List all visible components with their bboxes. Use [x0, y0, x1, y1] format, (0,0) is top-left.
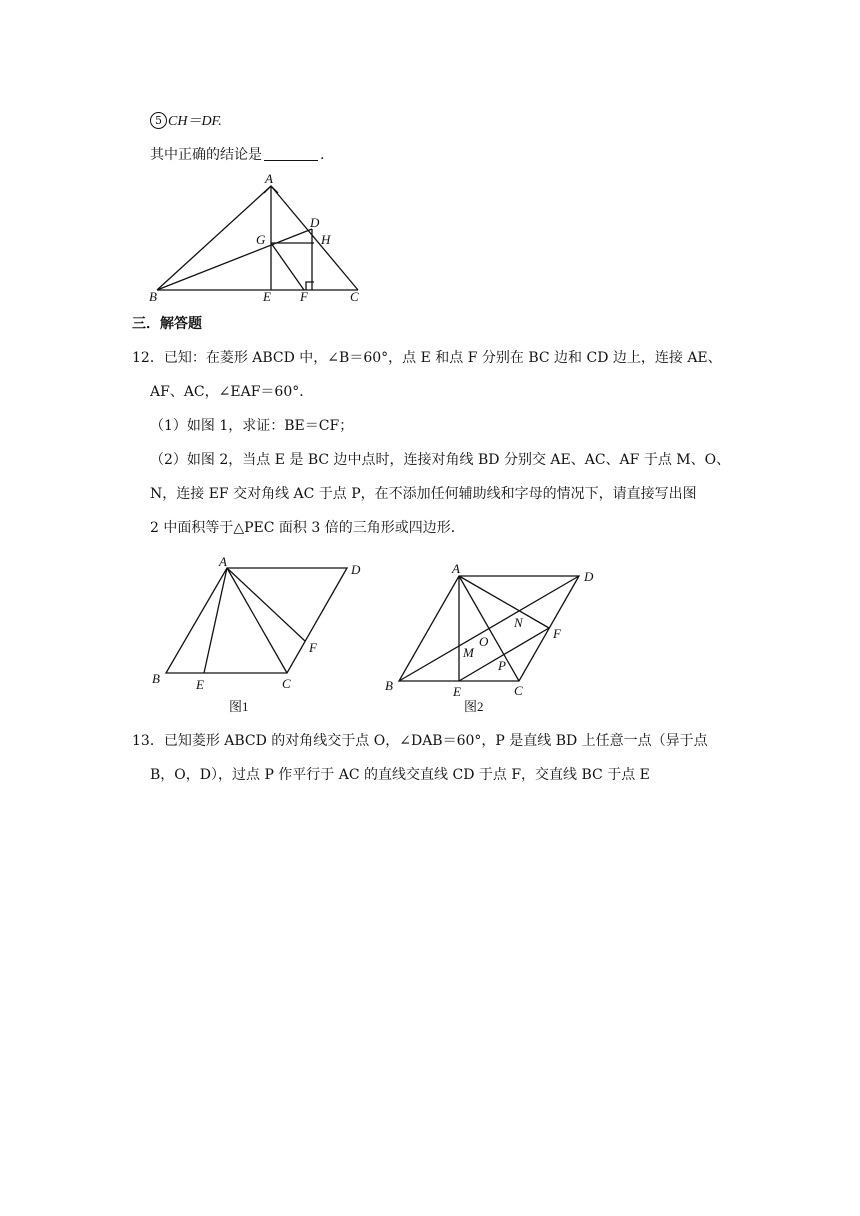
label-b: B — [149, 289, 157, 304]
fig1-label-c: C — [282, 676, 291, 691]
q12-part2-line1: （2）如图 2，当点 E 是 BC 边中点时，连接对角线 BD 分别交 AE、AC、AF 于点 M、O、 — [150, 452, 731, 468]
segment-ac — [271, 186, 358, 290]
segment-af-1 — [227, 568, 305, 641]
fig1-label-a: A — [219, 554, 227, 569]
fig1-label-d: D — [351, 562, 361, 577]
segment-bd-2 — [399, 576, 579, 681]
q12-part1: （1）如图 1，求证：BE＝CF； — [150, 418, 354, 434]
fig2-label-b: B — [385, 678, 393, 693]
right-angle-mark-f — [306, 282, 314, 290]
segment-bd — [157, 229, 312, 290]
right-angle-mark-a — [264, 186, 278, 193]
segment-ac-1 — [227, 568, 287, 673]
fig2-caption: 图2 — [464, 699, 484, 714]
item-number-5: 5 — [150, 112, 167, 129]
q12-line2: AF、AC，∠EAF＝60°． — [150, 384, 314, 400]
fig2-label-e: E — [453, 684, 461, 699]
fig2-label-c: C — [514, 683, 523, 698]
q11-item5-text: CH＝DF. — [168, 114, 222, 129]
q11-item5 — [150, 111, 222, 132]
fig1-caption: 图1 — [229, 699, 249, 714]
segment-gf — [271, 243, 304, 290]
q11-prompt-period: . — [320, 147, 325, 163]
segment-ac-2 — [459, 576, 519, 681]
segment-ae-1 — [204, 568, 227, 673]
fig1-label-b: B — [152, 671, 160, 686]
label-a: A — [265, 171, 273, 186]
fig2-label-d: D — [584, 569, 594, 584]
fig2-label-f: F — [553, 626, 561, 641]
segment-af-2 — [459, 576, 549, 628]
q12-part2-line2: N，连接 EF 交对角线 AC 于点 P，在不添加任何辅助线和字母的情况下，请直接写出图 — [150, 486, 697, 502]
q12-line1: 12．已知：在菱形 ABCD 中，∠B＝60°，点 E 和点 F 分别在 BC 边和 CD 边上，连接 AE、 — [132, 350, 722, 366]
segment-ef-2 — [459, 628, 549, 681]
rhombus-abcd-1 — [166, 568, 347, 673]
section-heading: 三．解答题 — [132, 316, 202, 332]
fig2-label-a: A — [452, 561, 460, 576]
q11-prompt — [150, 145, 324, 165]
q13-line1: 13．已知菱形 ABCD 的对角线交于点 O，∠DAB＝60°，P 是直线 BD 上任意一点（异于点 — [132, 733, 708, 749]
q13-line2: B，O，D），过点 P 作平行于 AC 的直线交直线 CD 于点 F，交直线 BC 于点 E — [150, 767, 650, 783]
fig1-label-f: F — [309, 640, 317, 655]
figure-1 — [166, 568, 347, 673]
q12-part2-line3: 2 中面积等于△PEC 面积 3 倍的三角形或四边形． — [150, 520, 465, 536]
fig2-label-m: M — [463, 645, 474, 660]
fig2-label-o: O — [479, 634, 489, 649]
rhombus-abcd-2 — [399, 576, 579, 681]
figure-2 — [399, 576, 579, 681]
fig2-label-p: P — [498, 658, 506, 673]
label-g: G — [256, 232, 266, 247]
fig2-label-n: N — [514, 615, 523, 630]
fig1-label-e: E — [196, 677, 204, 692]
label-h: H — [321, 232, 331, 247]
label-d: D — [310, 215, 320, 230]
label-e: E — [263, 289, 271, 304]
q11-prompt-text: 其中正确的结论是 — [150, 147, 262, 163]
label-f: F — [300, 289, 308, 304]
segment-ab — [157, 186, 271, 290]
answer-blank[interactable] — [264, 146, 318, 161]
label-c: C — [350, 289, 359, 304]
